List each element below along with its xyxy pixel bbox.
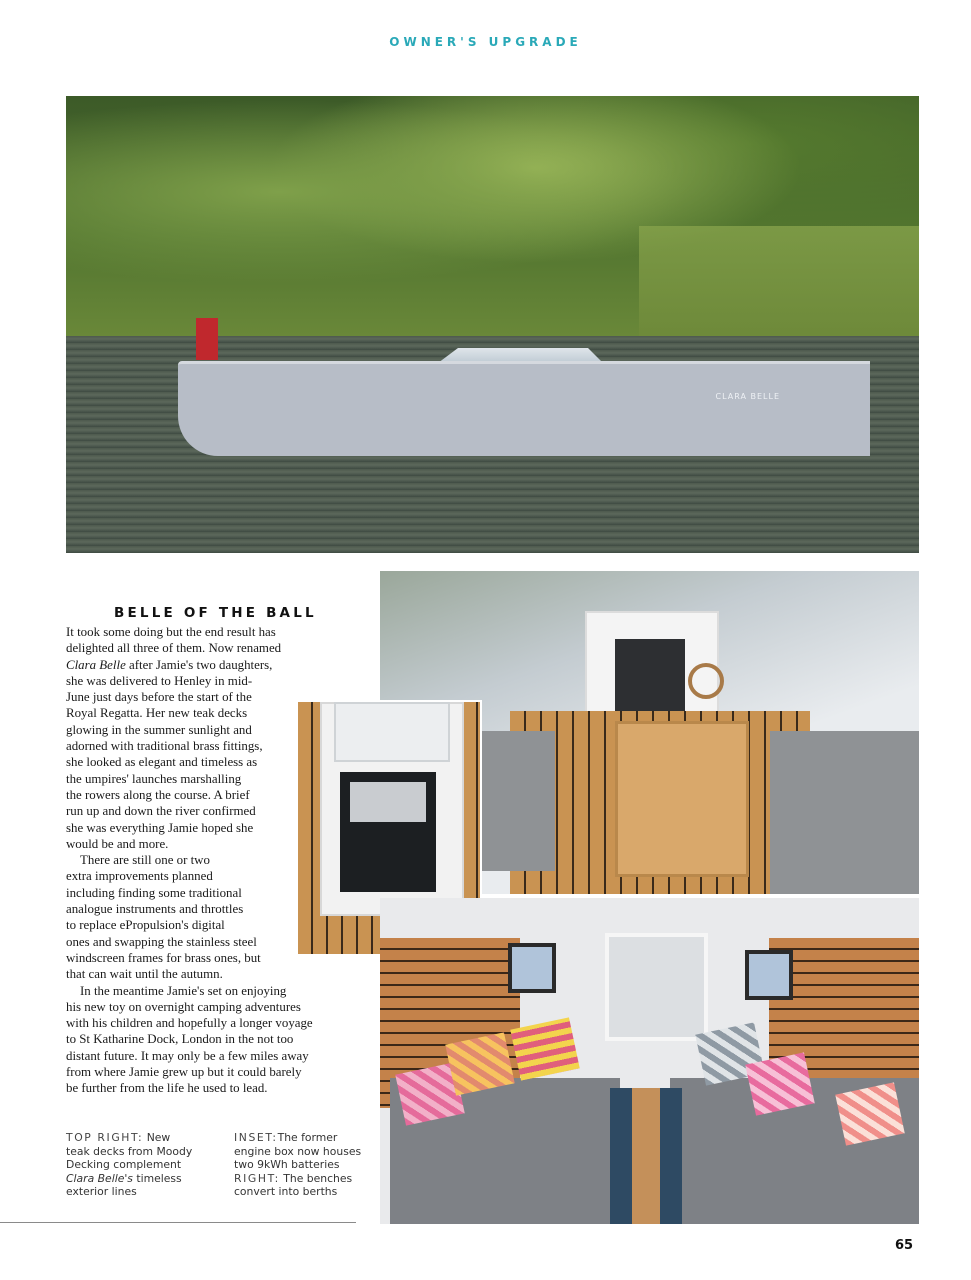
red-ensign-flag xyxy=(196,318,218,360)
battery-cover xyxy=(350,782,426,822)
article-body xyxy=(66,624,313,1097)
body-line: she was delivered to Henley in mid- xyxy=(66,673,253,688)
caption-line: two 9kWh batteries xyxy=(234,1158,340,1172)
boat-name-italic: Clara Belle xyxy=(66,657,126,672)
picture-frame xyxy=(508,943,556,993)
body-line: the umpires' launches marshalling xyxy=(66,771,242,786)
electric-launch-boat xyxy=(178,348,870,456)
boat-hull xyxy=(178,361,870,456)
caption-text: The former xyxy=(277,1131,338,1144)
body-line: she was everything Jamie hoped she xyxy=(66,820,254,835)
body-line: Clara Belle after Jamie's two daughters, xyxy=(66,657,273,672)
caption-text: New xyxy=(146,1131,171,1144)
caption-line: Decking complement xyxy=(66,1158,182,1172)
body-line: the rowers along the course. A brief xyxy=(66,787,250,802)
caption-line xyxy=(66,1172,226,1186)
body-line: There are still one or two xyxy=(80,853,210,868)
body-line: his new toy on overnight camping adventures xyxy=(66,999,301,1014)
caption-line xyxy=(234,1172,374,1186)
boat-on-river-photo xyxy=(66,96,919,553)
body-line: delighted all three of them. Now renamed xyxy=(66,641,282,656)
body-line: extra improvements planned xyxy=(66,869,213,884)
body-line: would be and more. xyxy=(66,836,169,851)
page-number: 65 xyxy=(895,1238,914,1253)
caption-line: convert into berths xyxy=(234,1185,338,1199)
body-line: windscreen frames for brass ones, but xyxy=(66,950,261,965)
caption-line: engine box now houses xyxy=(234,1144,362,1158)
caption-label: INSET: xyxy=(234,1131,278,1144)
body-line: analogue instruments and throttles xyxy=(66,902,244,917)
footer-rule xyxy=(0,1222,356,1223)
cabin-interior-photo xyxy=(380,898,919,1224)
body-line: including finding some traditional xyxy=(66,885,242,900)
caption-label: RIGHT: xyxy=(234,1171,280,1185)
caption-line: exterior lines xyxy=(66,1185,137,1199)
port-bench xyxy=(475,731,555,871)
boat-name-italic: Clara Belle's xyxy=(66,1171,133,1185)
body-line: from where Jamie grew up but it could barely xyxy=(66,1065,302,1080)
caption-line: teak decks from Moody xyxy=(66,1144,193,1158)
caption-text: The benches xyxy=(279,1171,353,1185)
body-line: that can wait until the autumn. xyxy=(66,967,223,982)
body-line: she looked as elegant and timeless as xyxy=(66,755,258,770)
body-line: glowing in the summer sunlight and xyxy=(66,722,252,737)
forward-hatch xyxy=(605,933,708,1041)
picture-frame xyxy=(745,950,793,1000)
caption-label: TOP RIGHT: xyxy=(66,1131,144,1144)
caption-text: timeless xyxy=(132,1171,182,1185)
caption-line xyxy=(66,1131,226,1145)
body-line: Royal Regatta. Her new teak decks xyxy=(66,706,248,721)
steering-wheel xyxy=(688,663,724,699)
body-line: In the meantime Jamie's set on enjoying xyxy=(80,983,287,998)
body-line: It took some doing but the end result has xyxy=(66,625,276,639)
body-line: to replace ePropulsion's digital xyxy=(66,918,225,933)
body-line: run up and down the river confirmed xyxy=(66,804,256,819)
body-line: ones and swapping the stainless steel xyxy=(66,934,257,949)
body-line: adorned with traditional brass fittings, xyxy=(66,739,263,754)
body-line: with his children and hopefully a longer voyage xyxy=(66,1016,313,1031)
reeds xyxy=(639,226,919,336)
body-line: to St Katharine Dock, London in the not too xyxy=(66,1032,294,1047)
caption-line xyxy=(234,1131,374,1145)
cabin-doorway xyxy=(615,639,685,721)
top-right-caption xyxy=(66,1131,226,1199)
aisle-teak-strip xyxy=(632,1088,660,1224)
body-line: distant future. It may only be a few miles away xyxy=(66,1048,309,1063)
section-headline: BELLE OF THE BALL xyxy=(114,605,317,621)
engine-box-lid xyxy=(334,702,450,762)
inset-and-right-caption xyxy=(234,1131,374,1199)
cushion xyxy=(510,1017,580,1080)
teak-table xyxy=(615,721,749,877)
body-line: June just days before the start of the xyxy=(66,690,252,705)
section-header: OWNER'S UPGRADE xyxy=(389,35,582,49)
body-line: be further from the life he used to lead. xyxy=(66,1081,268,1096)
starboard-bench xyxy=(770,731,919,894)
boat-name-lettering: CLARA BELLE xyxy=(715,392,780,401)
